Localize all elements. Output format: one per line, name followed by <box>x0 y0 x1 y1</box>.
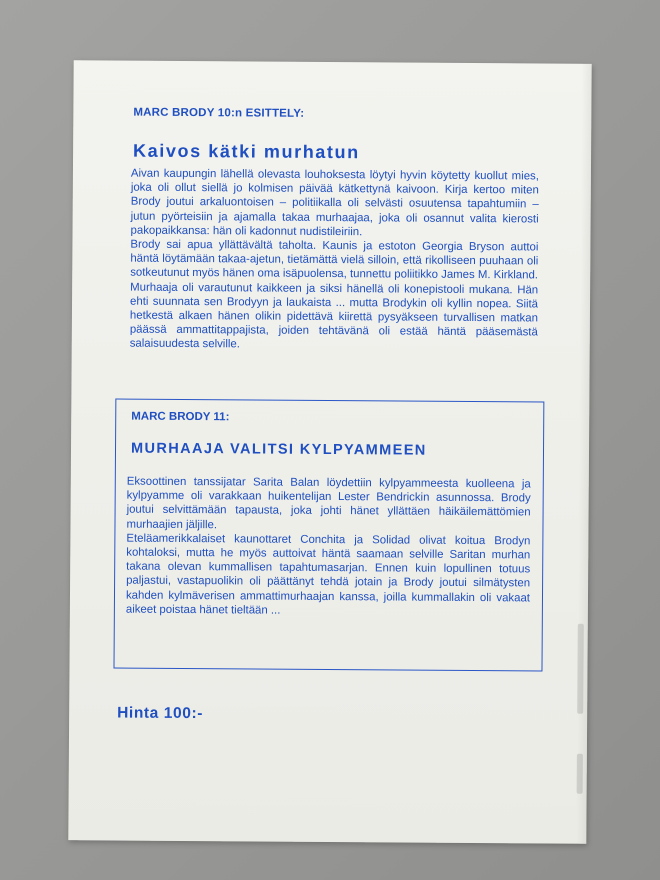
section1-body <box>130 167 539 354</box>
section1-paragraph: Aivan kaupungin lähellä olevasta louhoksesta löytyi hyvin köytetty kuollut mies, joka oli ollut siellä jo kolmisen päivää kätkettynä kaivoon. Kirja kertoo miten Brody joutui arkaluontoisen – politiikalla oli selvästi osuutensa tapahtumiin – jutun pyörteisiin ja ajamalla takaa murhaajaa, joka oli osannut valita kierosti pakopaikkansa: hän oli kadonnut nudistileiriin. <box>130 167 539 239</box>
price-label: Hinta 100:- <box>117 704 204 723</box>
book-back-cover <box>68 60 591 844</box>
section1-paragraph: Murhaaja oli varautunut kaikkeen ja siksi hänellä oli konepistooli mukana. Hän ehti suunnata sen Brodyyn ja laukaista ... mutta Brodykin oli kyllin nopea. Siitä hetkestä alkaen hänen olikin pidettävä kiirettä pysyäkseen turvallisen matkan päässä ammattitappajista, joiden tehtävänä oli estää häntä pääsemästä salaisuudesta selville. <box>129 281 539 351</box>
section1-label: MARC BRODY 10:n ESITTELY: <box>133 106 305 120</box>
cover-wear-mark <box>577 624 584 714</box>
section2-title: MURHAAJA VALITSI KYLPYAMMEEN <box>130 440 427 459</box>
section1-paragraph: Brody sai apua yllättävältä taholta. Kaunis ja estoton Georgia Bryson auttoi häntä löytämään takaa-ajetun, tietämättä vielä silloin, että rikolliseen puuhaan oli sotkeutunut myös hänen oma isäpuolensa, tunnettu poliitikko James M. Kirkland. <box>130 238 539 282</box>
section2-paragraph: Eksoottinen tanssijatar Sarita Balan löydettiin kylpyammeesta kuolleena ja kylpyamme oli varakkaan huikentelijan Lester Bendrickin asunnossa. Brody joutui selvittämään tapausta, joka johti hänet yllättäen häikäilemättömien murhaajien jäljille. <box>126 475 531 531</box>
section2-body <box>126 475 531 620</box>
section1-title: Kaivos kätki murhatun <box>133 140 360 163</box>
cover-wear-mark <box>577 754 583 794</box>
section2-label: MARC BRODY 11: <box>131 410 230 424</box>
section2-paragraph: Eteläamerikkalaiset kaunottaret Conchita ja Solidad olivat koitua Brodyn kohtaloksi, mutta he myös auttoivat häntä saamaan selville Saritan murhan takana olevan kummallisen tapahtumasarjan. Ennen kuin lopullinen totuus paljastui, vastapuolikin oli päättänyt tehdä jotain ja Brody joutui silmätysten kahden kylmäverisen ammattimurhaajan kanssa, joilla kummallakin oli vakaat aikeet poistaa hänet tieltään ... <box>125 532 531 617</box>
